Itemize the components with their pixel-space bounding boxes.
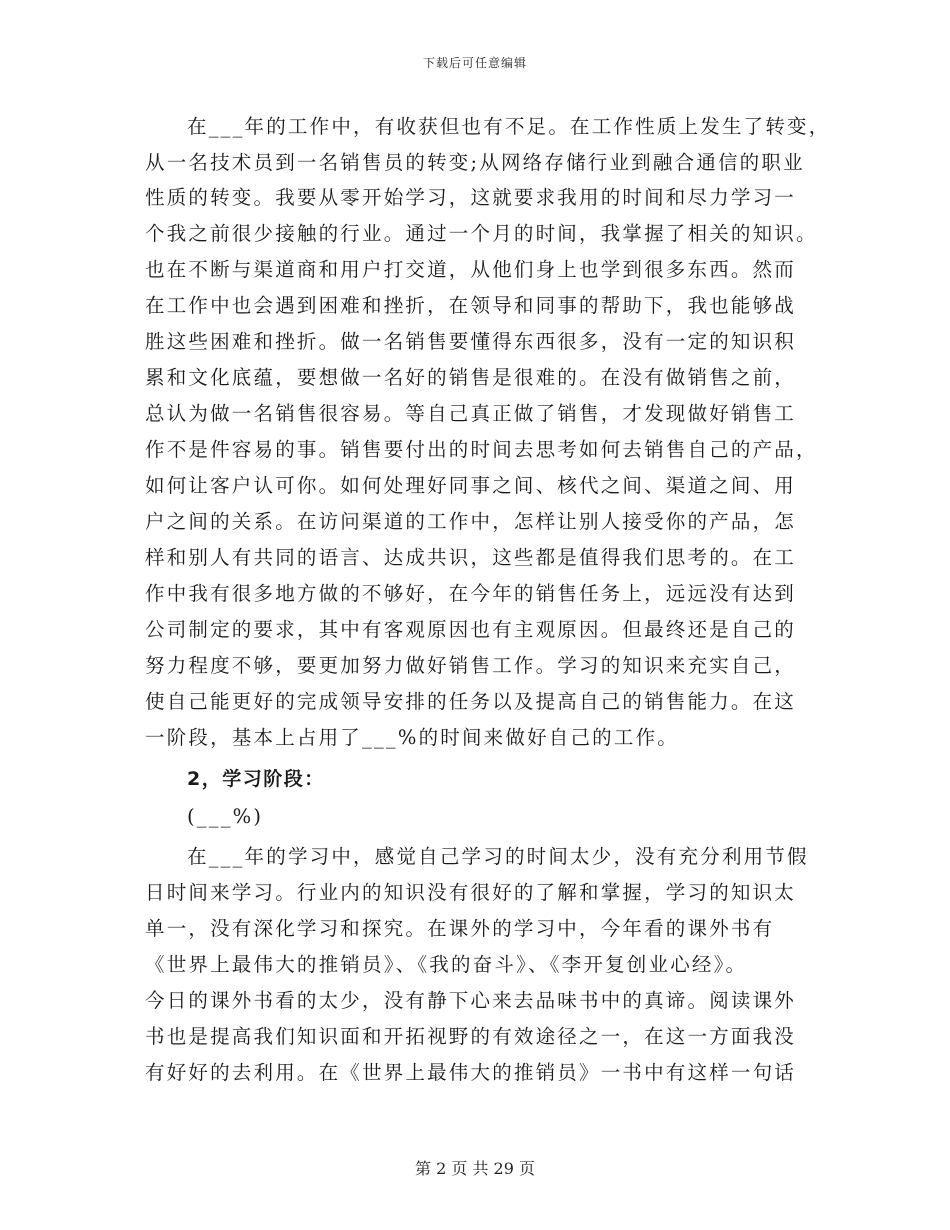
paragraph-line: 性质的转变。我要从零开始学习，这就要求我用的时间和尽力学习一 bbox=[145, 186, 797, 209]
page-number: 第 2 页 共 29 页 bbox=[415, 1159, 535, 1178]
paragraph-line: 一阶段，基本上占用了___%的时间来做好自己的工作。 bbox=[145, 726, 679, 749]
section-percent: (___%) bbox=[187, 805, 264, 828]
paragraph-line: 努力程度不够，要更加努力做好销售工作。学习的知识来充实自己， bbox=[145, 654, 797, 677]
paragraph-line: 如何让客户认可你。如何处理好同事之间、核代之间、渠道之间、用 bbox=[145, 474, 797, 497]
paragraph-line: 有好好的去利用。在《世界上最伟大的推销员》一书中有这样一句话 bbox=[145, 1061, 797, 1084]
paragraph-line: 公司制定的要求，其中有客观原因也有主观原因。但最终还是自己的 bbox=[145, 618, 797, 641]
paragraph-line: 作不是件容易的事。销售要付出的时间去思考如何去销售自己的产品， bbox=[145, 438, 818, 461]
paragraph-line: 作中我有很多地方做的不够好，在今年的销售任务上，远远没有达到 bbox=[145, 582, 797, 605]
paragraph-line: 日时间来学习。行业内的知识没有很好的了解和掌握，学习的知识太 bbox=[145, 881, 797, 904]
paragraph-line: 样和别人有共同的语言、达成共识，这些都是值得我们思考的。在工 bbox=[145, 546, 797, 569]
paragraph-line: 单一，没有深化学习和探究。在课外的学习中，今年看的课外书有 bbox=[145, 917, 775, 940]
paragraph-line: 今日的课外书看的太少，没有静下心来去品味书中的真谛。阅读课外 bbox=[145, 989, 797, 1012]
paragraph-line: 户之间的关系。在访问渠道的工作中，怎样让别人接受你的产品，怎 bbox=[145, 510, 797, 533]
paragraph-line: 在工作中也会遇到困难和挫折，在领导和同事的帮助下，我也能够战 bbox=[145, 294, 797, 317]
page-header: 下载后可任意编辑 bbox=[422, 56, 527, 70]
paragraph-line: 在___年的学习中，感觉自己学习的时间太少，没有充分利用节假 bbox=[187, 845, 809, 868]
paragraph-line: 胜这些困难和挫折。做一名销售要懂得东西很多，没有一定的知识积 bbox=[145, 330, 797, 353]
paragraph-line: 在___年的工作中，有收获但也有不足。在工作性质上发生了转变， bbox=[187, 115, 831, 138]
paragraph-line: 也在不断与渠道商和用户打交道，从他们身上也学到很多东西。然而 bbox=[145, 258, 797, 281]
paragraph-line: 使自己能更好的完成领导安排的任务以及提高自己的销售能力。在这 bbox=[145, 690, 797, 713]
paragraph-line: 《世界上最伟大的推销员》、《我的奋斗》、《李开复创业心经》。 bbox=[145, 953, 748, 976]
paragraph-line: 累和文化底蕴，要想做一名好的销售是很难的。在没有做销售之前， bbox=[145, 366, 797, 389]
paragraph-line: 总认为做一名销售很容易。等自己真正做了销售，才发现做好销售工 bbox=[145, 402, 797, 425]
paragraph-line: 从一名技术员到一名销售员的转变;从网络存储行业到融合通信的职业 bbox=[145, 151, 805, 174]
section-heading: 2，学习阶段： bbox=[187, 768, 325, 790]
paragraph-line: 书也是提高我们知识面和开拓视野的有效途径之一，在这一方面我没 bbox=[145, 1025, 797, 1048]
paragraph-line: 个我之前很少接触的行业。通过一个月的时间，我掌握了相关的知识。 bbox=[145, 222, 818, 245]
